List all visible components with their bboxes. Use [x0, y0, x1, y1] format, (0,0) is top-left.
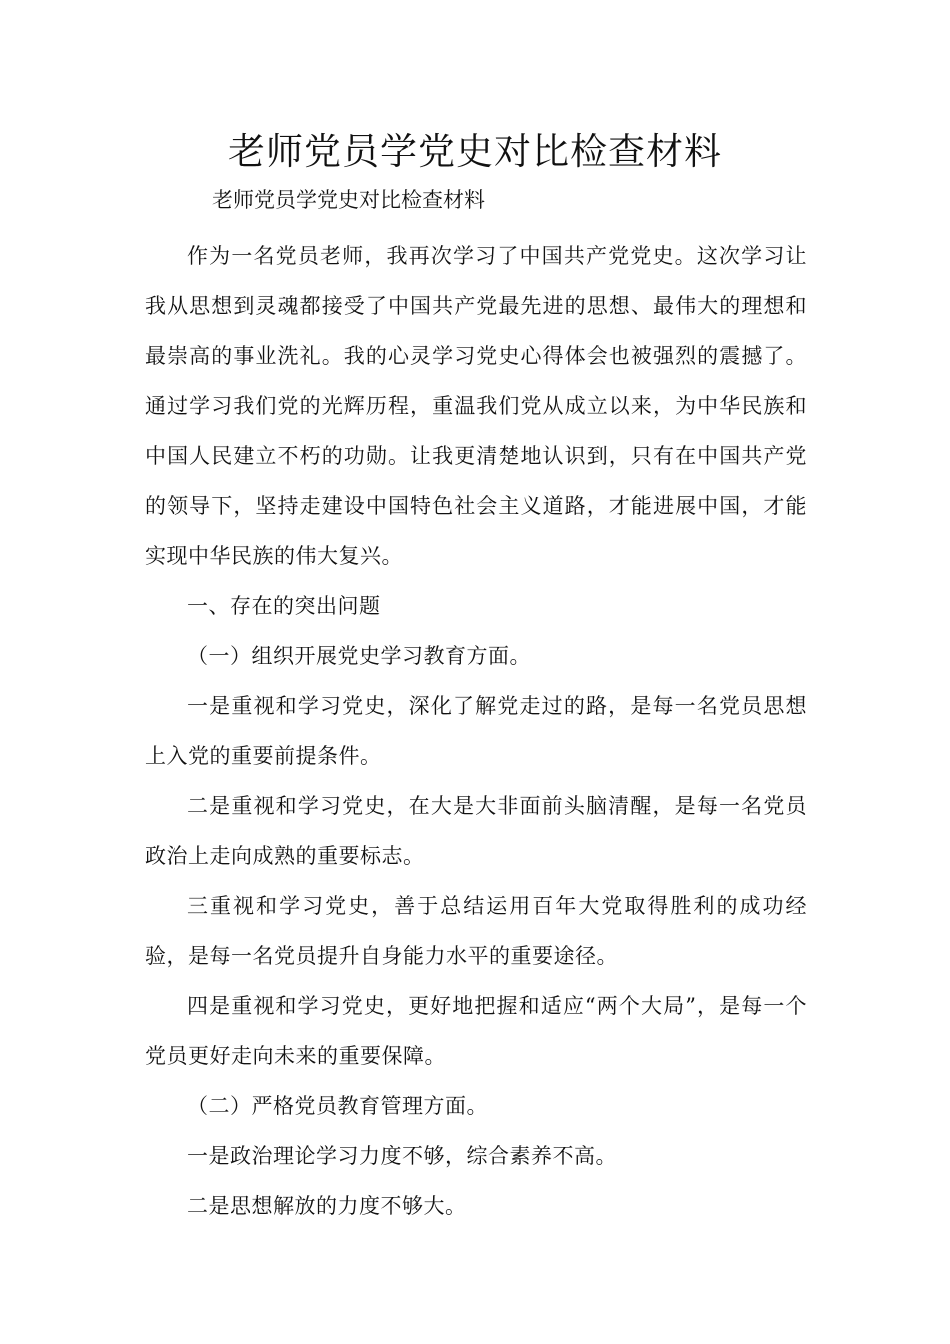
list-item: 三重视和学习党史，善于总结运用百年大党取得胜利的成功经验，是每一名党员提升自身能力水平的重要途径。	[145, 894, 807, 968]
subsection-heading-2: （二）严格党员教育管理方面。	[187, 1094, 488, 1118]
section-heading-problems: 一、存在的突出问题	[187, 594, 381, 618]
document-subtitle: 老师党员学党史对比检查材料	[212, 188, 485, 212]
subsection-heading-1: （一）组织开展党史学习教育方面。	[187, 644, 531, 668]
list-item: 二是思想解放的力度不够大。	[187, 1194, 467, 1218]
list-item: 二是重视和学习党史，在大是大非面前头脑清醒，是每一名党员政治上走向成熟的重要标志。	[145, 794, 807, 868]
intro-paragraph: 作为一名党员老师，我再次学习了中国共产党党史。这次学习让我从思想到灵魂都接受了中国共产党最先进的思想、最伟大的理想和最崇高的事业洗礼。我的心灵学习党史心得体会也被强烈的震撼了。通过学习我们党的光辉历程，重温我们党从成立以来，为中华民族和中国人民建立不朽的功勋。让我更清楚地认识到，只有在中国共产党的领导下，坚持走建设中国特色社会主义道路，才能进展中国，才能实现中华民族的伟大复兴。	[145, 244, 807, 568]
list-item: 一是重视和学习党史，深化了解党走过的路，是每一名党员思想上入党的重要前提条件。	[145, 694, 807, 768]
document-body	[145, 231, 807, 1231]
document-title: 老师党员学党史对比检查材料	[228, 130, 722, 173]
list-item: 四是重视和学习党史，更好地把握和适应“两个大局”，是每一个党员更好走向未来的重要保障。	[145, 994, 807, 1068]
list-item: 一是政治理论学习力度不够，综合素养不高。	[187, 1144, 617, 1168]
